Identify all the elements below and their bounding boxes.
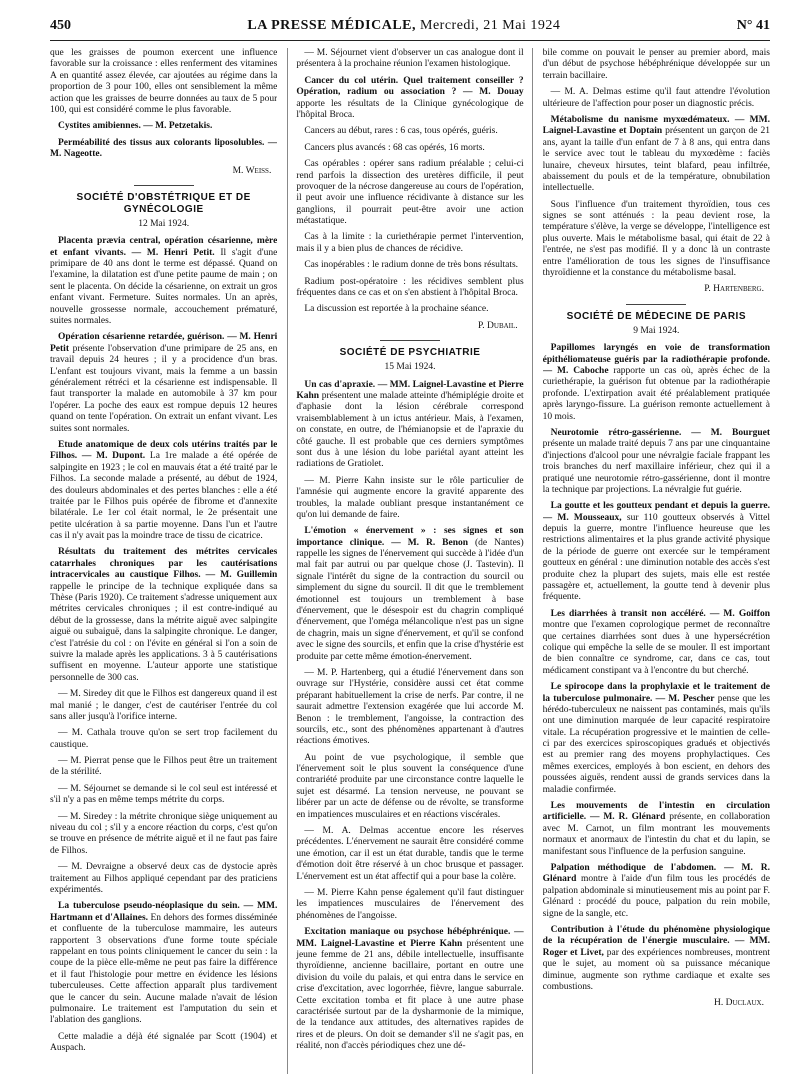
divider [380,340,440,341]
paragraph [50,332,277,435]
paragraph: Cancers plus avancés : 68 cas opérés, 16 morts. [304,142,485,153]
paragraph: — M. Siredey dit que le Filhos est dangereux quand il est mal manié ; le danger, c'est de cautériser l'entrée du col sans aller jusqu'à l'orifice interne. [50,689,278,722]
paragraph [543,801,770,858]
section-date: 12 Mai 1924. [138,218,190,229]
item-title: Neurotomie rétro-gassérienne. — M. Bourguet [550,427,770,438]
paragraph: Cas opérables : opérer sans radium préalable ; celui-ci rend parfois la dissection des uretères difficile, il peut provoquer de la nécrose dangereuse au cours de l'opération, il peut avoir une influence récidivante à distance sur les ganglions, il pourrait peut-être avoir une action métastatique. [296,159,524,227]
item-title: Métabolisme du nanisme myxœdémateux. — MM. Laignel-Lavastine et Doptain [542,114,770,137]
signature: H. Duclaux. [713,998,764,1009]
item-title: Les diarrhées à transit non accéléré. — M. Goiffon [550,608,770,619]
paragraph: — M. Séjournet se demande si le col seul est intéressé et s'il n'y a pas en même temps métrite du corps. [50,783,278,806]
paragraph: — M. Pierre Kahn insiste sur le rôle particulier de l'amnésie qui augmente encore la gravité apparente des troubles, la malade oubliant presque instantanément ce qu'on lui demande de faire. [296,475,524,520]
item-text: (de Nantes) rappelle les signes de l'énervement qui succède à l'idée d'un mal fait par autrui ou par quelque chose (J. Tastevin). Il signale l'intérêt du signe de la contraction du sourcil ou simplement du signe du sourcil. Il dit que le tremblement émotionnel est toujours un tremblement à base d'énervement, que le désespoir est du chagrin compliqué d'énervement, que l'oméga mélancolique n'est pas un signe de chagrin, mais un signe d'énervement, et qu'il se confond avec le signe des sourcils, et enfin que la crise d'hystérie est produite par cette même émotion-énervement. [296,537,524,662]
paragraph: — M. A. Delmas accentue encore les réserves précédentes. L'énervement ne saurait être considéré comme une émotion, car il est un état durable, tandis que le terme d'émotion doit être réservé à un choc brusque et passager. L'énervement est un état affectif qui a pour base la colère. [296,826,524,882]
paragraph: Radium post-opératoire : les récidives semblent plus fréquentes dans ce cas et on s'en abstient à l'hôpital Broca. [296,276,524,299]
item-text: montre à l'aide d'un film tous les procédés de palpation abdominale si minutieusement mis au point par F. Glénard : procédé du pouce, palpation du rein mobile, signe de la sangle, etc. [542,874,770,919]
paragraph: Cancers au début, rares : 6 cas, tous opérés, guéris. [304,126,498,137]
item-text: En dehors des formes disséminée et confluente de la tuberculose mammaire, les auteurs rapportent 3 observations d'une forme toute spéciale rappelant en tous points cliniquement le cancer du sein : la coupe de la pièce elle-même ne peut pas faire la différence et il faut l'histologie pour mettre en évidence les lésions tuberculeuses. Cette affection apparaît plus tardivement que le cancer du sein. Aucune malade n'avait de lésion pulmonaire. Le traitement est l'amputation du sein et l'ablation des ganglions. [50,912,278,1026]
signature: M. Weiss. [232,165,272,176]
item-text: La 1re malade a été opérée de salpingite en 1923 ; le col en mauvais état a été traité par le Filhos. La seconde malade a présenté, au début de 1924, des douleurs abdominales et des pertes blanches : elle a été traitée par le Filhos puis opérée de fibrome et d'annexite bilatérale. Le 1er col était normal, le 2e présentait une petite ulcération à sa partie moyenne. Dans l'un et l'autre cas il n'y avait pas la moindre trace de tissu de cicatrice. [50,451,278,542]
paragraph [543,428,770,496]
paragraph [50,236,277,327]
divider [134,185,194,186]
paragraph: — M. Séjournet vient d'observer un cas analogue dont il présentera à la prochaine réunion l'examen histologique. [296,48,524,70]
item-text: sur 110 goutteux observés à Vittel depuis la guerre, montre l'influence heureuse que les restrictions alimentaires et la plus grande activité physique de la période de guerre ont exercée sur le tempérament goutteux en général : une diminution notable des accès s'est produite chez la plupart des sujets, mais elle est restée passagère et, actuellement, la goutte tend à devenir plus fréquente. [542,512,770,603]
paragraph: — M. Pierrat pense que le Filhos peut être un traitement de la stérilité. [50,756,278,778]
issue-number: N° 41 [736,18,770,33]
item-title: Résultats du traitement des métrites cervicales catarrhales chroniques par les cautérisations intracervicales au caustique Filhos. — M. Guillemin [50,547,278,581]
item-text: par des expériences nombreuses, montrent que le sujet, au moment où sa puissance mécanique diminue, augmente son rythme cardiaque et exalte ses combustions. [542,947,770,992]
item-text: présentent une malade atteinte d'hémiplégie droite et d'aphasie dont la lésion cérébrale correspond vraisemblablement à un ictus antérieur. Mais, à l'examen, on constate, en outre, de l'hémianopsie et de l'apraxie du côté gauche. Il est probable que ces derniers symptômes sont dus à une lésion du lobe pariétal ayant atteint les radiations de Gratiolet. [296,390,524,470]
item-title: Les mouvements de l'intestin en circulation artificielle. — M. R. Glénard [542,801,770,823]
section-title: SOCIÉTÉ DE MÉDECINE DE PARIS [566,310,747,322]
paragraph: bile comme on pouvait le penser au premier abord, mais d'un début de psychose hébéphrénique développée sur un terrain bacillaire. [542,48,770,81]
item-text: présente l'observation d'une primipare de 25 ans, en travail depuis 24 heures ; il y a procidence d'un bras. L'enfant est toujours vivant, mais la femme a un bassin généralement rétréci et la césarienne est indispensable. Il faut transporter la malade en automobile à 37 km pour l'opérer. La poche des eaux est rompue depuis 12 heures quand on tente l'opération. On extrait un enfant vivant. Les suites sont normales. [50,343,278,434]
paragraph: Cette maladie a déjà été signalée par Scott (1904) et Auspach. [50,1031,278,1054]
item-title: Excitation maniaque ou psychose hébéphrénique. — MM. Laignel-Lavastine et Pierre Kahn [296,927,524,949]
paragraph: — M. Pierre Kahn pense également qu'il faut distinguer les impatiences musculaires de l'énervement des phénomènes de l'angoisse. [296,888,524,921]
paragraph [543,115,770,195]
paragraph [543,501,770,604]
article-columns [50,48,770,1074]
paragraph [50,901,277,1026]
paragraph [543,925,770,993]
paragraph: Sous l'influence d'un traitement thyroïdien, tous ces signes se sont atténués : la peau devient rose, la température s'élève, la verge se développe, l'intelligence est plus ouverte. Mais le métabolisme basal, qui était de 22 à l'entrée, ne s'est pas modifié. Il y a donc là un contraste entre l'amélioration de tous les signes de l'insuffisance thyroïdienne et la constance du métabolisme basal. [542,199,770,279]
column-left [50,48,277,1074]
section-title: SOCIÉTÉ D'OBSTÉTRIQUE ET DE GYNÉCOLOGIE [76,191,251,215]
paragraph [296,526,523,663]
paragraph [543,609,770,677]
item-text: apporte les résultats de la Clinique gynécologique de l'hôpital Broca. [296,98,524,120]
item-text: montre que l'examen coprologique permet de reconnaître que certaines diarrhées sont dues à une hypersécrétion colique qui empêche la selle de se mouler. Il est important de bien connaître ce syndrome, car, dans ce cas, tout médicament constipant va à l'encontre du but cherché. [542,620,770,676]
column-middle [287,48,532,1074]
item-text: présentent une jeune femme de 21 ans, débile intellectuelle, insuffisante thyroïdienne, ancienne bacillaire, portant en outre une division du voile du palais, et qui entra dans le service en crise d'excitation, avec logorrhée, fièvre, langue saburrale. Cette excitation tomba et fit place à une autre phase caractérisée surtout par de la dysharmonie de la mimique, de la tendance aux attitudes, des alternatives rapides de rires et de pleurs. On doit se demander s'il ne s'agit pas, en réalité, non d'accès périodiques chez une dé- [296,938,524,1052]
paragraph [296,76,523,122]
section-date: 9 Mai 1924. [633,325,680,336]
item-title: La tuberculose pseudo-néoplasique du sein. — MM. Hartmann et d'Allaines. [50,901,278,923]
paragraph: — M. P. Hartenberg, qui a étudié l'énervement dans son ouvrage sur l'Hystérie, considère aussi cet état comme préparant habituellement la crise de nerfs. Par contre, il ne saurait admettre l'extension exagérée que lui accorde M. Benon : le tremblement, l'angoisse, la contraction des sourcils, etc., sont des phénomènes appartenant à d'autres réactions émotives. [296,667,524,747]
item-title: Le spirocope dans la prophylaxie et le traitement de la tuberculose pulmonaire. — M. Pescher [542,682,770,704]
item-text: Il s'agit d'une primipare de 40 ans dont le terme est dépassé. Quand on l'examine, la dilatation est d'une petite paume de main ; on sent le placenta. On décide la césarienne, on extrait un gros enfant vivant. Fermeture. Suites normales. Un an après, nouvelle grossesse normale, accouchement prématuré, suites normales. [50,247,278,327]
item-title: Cancer du col utérin. Quel traitement conseiller ? Opération, radium ou association ? — M. Douay [296,75,524,98]
paragraph [296,380,523,471]
masthead [247,18,560,34]
paragraph: — M. Siredey : la métrite chronique siège uniquement au niveau du col ; s'il y a encore réaction du corps, c'est qu'on se trouve en présence de métrite aiguë et il ne faut pas faire de Filhos. [50,811,278,856]
paragraph: Cas inopérables : le radium donne de très bons résultats. [304,260,519,271]
page-header [50,12,770,41]
paragraph [296,927,523,1052]
signature: P. Hartenberg. [704,284,764,295]
paragraph: — M. A. Delmas estime qu'il faut attendre l'évolution ultérieure de l'affection pour poser un diagnostic précis. [542,87,770,109]
paragraph: La discussion est reportée à la prochaine séance. [304,304,489,315]
item-title: Opération césarienne retardée, guérison. — M. Henri Petit [50,332,278,354]
divider [626,304,686,305]
section-date: 15 Mai 1924. [384,362,436,373]
journal-title: LA PRESSE MÉDICALE, [247,18,416,33]
signature: P. Dubail. [478,320,518,331]
item-title: Contribution à l'étude du phénomène physiologique de la récupération de l'énergie musculaire. — MM. Roger et Livet, [542,924,770,958]
paragraph: — M. Cathala trouve qu'on se sert trop facilement du caustique. [50,728,278,750]
item-title: L'émotion « énervement » : ses signes et son importance clinique. — M. R. Benon [296,526,524,548]
page-number: 450 [50,18,71,33]
paragraph: que les graisses de poumon exercent une influence favorable sur la croissance : elles renferment des vitamines A en quantité assez élevée, car ajoutées au régime dans la proportion de 3 pour 100, elles ont sensiblement la même action que les graisses de beurre données au taux de 5 pour 100, qui est considéré comme le plus favorable. [50,48,278,115]
item-text: pense que les hérédo-tuberculeux ne naissent pas contaminés, mais qu'ils ont une diminution marquée de leur capacité respiratoire vitale. La récupération progressive et le maintien de celle-ci par des exercices spiroscopiques gradués et objectivés est au premier rang des moyens prophylactiques. Ces mêmes exercices, employés à bon escient, en dehors des poussées aiguës, rendent aussi de grands services dans la maladie confirmée. [542,693,770,795]
item-title: Perméabilité des tissus aux colorants liposolubles. — M. Nageotte. [50,137,278,160]
item-title: Un cas d'apraxie. — MM. Laignel-Lavastine et Pierre Kahn [296,379,524,401]
paragraph [543,682,770,796]
paragraph: Au point de vue psychologique, il semble que l'énervement soit le plus souvent la conséquence d'une contrariété produite par une circonstance contre laquelle le sujet est désarmé. La tension nerveuse, ne pouvant se libérer par un acte de défense ou de révolte, se transforme en impatiences musculaires et en réactions viscérales. [296,752,524,820]
item-text: présentent un garçon de 21 ans, ayant la taille d'un enfant de 7 à 8 ans, qui entra dans le service avec tout le tableau du myxœdème : faciès lunaire, cheveux hirsutes, teint blafard, peau infiltrée, abaissement du pouls et de la température, obnubilation intellectuelle. [542,126,770,194]
column-right [543,48,770,1074]
item-title: Etude anatomique de deux cols utérins traités par le Filhos. — M. Dupont. [50,439,278,462]
paragraph: Cas à la limite : la curiethérapie permet l'intervention, mais il y a bien plus de chances de récidive. [296,232,524,254]
paragraph [543,863,770,920]
paragraph [50,547,277,684]
item-text: rappelle le principe de la technique expliquée dans sa Thèse (Paris 1920). Ce traitement s'adresse uniquement aux métrites cervicales chroniques ; il est contre-indiqué au début de la grossesse, dans la métrite aiguë avec salpingite aiguë ou subaiguë, dans la salpingite chronique. Le danger, c'est l'atrésie du col : on l'évite en général si l'on a soin de suivre la malade après les applications. 3 à 5 cautérisations suffisent en moyenne. L'auteur apporte une statistique personnelle de 300 cas. [50,581,278,683]
section-title: SOCIÉTÉ DE PSYCHIATRIE [339,347,481,359]
item-text: présente un malade traité depuis 7 ans par une cinquantaine d'injections d'alcool pour une névralgie faciale frappant les trois branches du nerf maxillaire inférieur, chez qui il a pratiqué une neurotomie rétro-gassérienne, dont il montre la technique par projections. La névralgie fut guérie. [542,439,770,495]
item-title: Placenta prævia central, opération césarienne, mère et enfant vivants. — M. Henri Petit. [50,236,278,258]
item-text: présente, en collaboration avec M. Carnot, un film montrant les mouvements normaux et anormaux de l'intestin du chat et du lapin, se manifestant sous l'influence de la perfusion sanguine. [542,812,770,857]
paragraph: — M. Devraigne a observé deux cas de dystocie après traitement au Filhos appliqué cependant par des praticiens expérimentés. [50,862,278,895]
item-title: Cystites amibiennes. — M. Petzetakis. [58,121,213,132]
issue-date: Mercredi, 21 Mai 1924 [420,18,561,33]
item-title: La goutte et les goutteux pendant et depuis la guerre. — M. Mousseaux, [542,501,770,523]
item-title: Palpation méthodique de l'abdomen. — M. R. Glénard [542,863,770,885]
paragraph [543,343,770,423]
item-title: Papillomes laryngés en voie de transformation épithéliomateuse guéris par la radiothérapie profonde. — M. Caboche [542,343,770,376]
paragraph [50,440,277,543]
item-text: rapporte un cas où, après échec de la curiethérapie, la guérison fut obtenue par la radiothérapie profonde. L'extirpation avait été préalablement pratiquée après laryngo-fissure. La guérison remonte actuellement à 10 mois. [542,365,770,422]
